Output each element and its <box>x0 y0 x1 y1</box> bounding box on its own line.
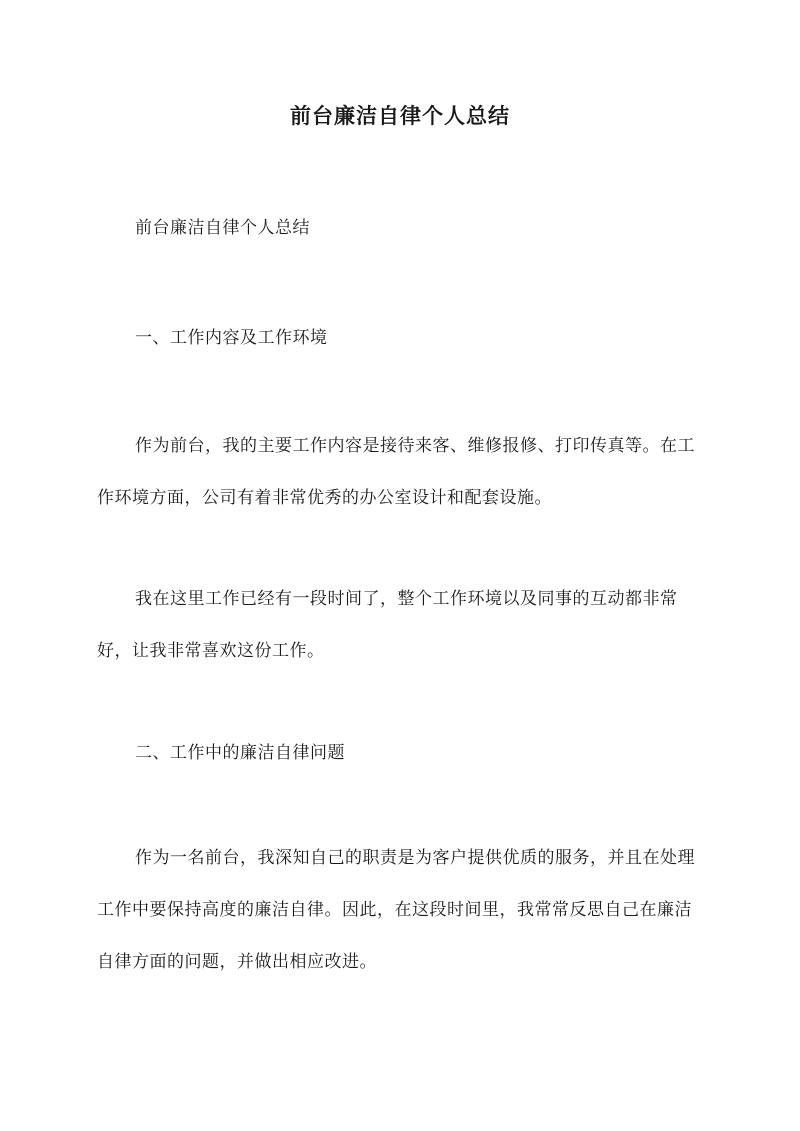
subtitle-text: 前台廉洁自律个人总结 <box>135 218 310 238</box>
section-heading-1 <box>97 312 707 364</box>
paragraph-text: 我在这里工作已经有一段时间了，整个工作环境以及同事的互动都非常好，让我非常喜欢这份工作。 <box>97 589 678 661</box>
document-subtitle <box>97 202 707 254</box>
document-title: 前台廉洁自律个人总结 <box>290 103 510 128</box>
section-heading-text: 一、工作内容及工作环境 <box>135 328 328 348</box>
section-heading-text: 二、工作中的廉洁自律问题 <box>135 743 345 763</box>
paragraph-text: 作为前台，我的主要工作内容是接待来客、维修报修、打印传真等。在工作环境方面，公司有着非常优秀的办公室设计和配套设施。 <box>97 436 695 508</box>
paragraph-1 <box>97 420 707 524</box>
paragraph-3 <box>97 832 707 988</box>
paragraph-text: 作为一名前台，我深知自己的职责是为客户提供优质的服务，并且在处理工作中要保持高度的廉洁自律。因此，在这段时间里，我常常反思自己在廉洁自律方面的问题，并做出相应改进。 <box>97 848 695 972</box>
paragraph-2 <box>97 573 707 677</box>
section-heading-2 <box>97 727 707 779</box>
